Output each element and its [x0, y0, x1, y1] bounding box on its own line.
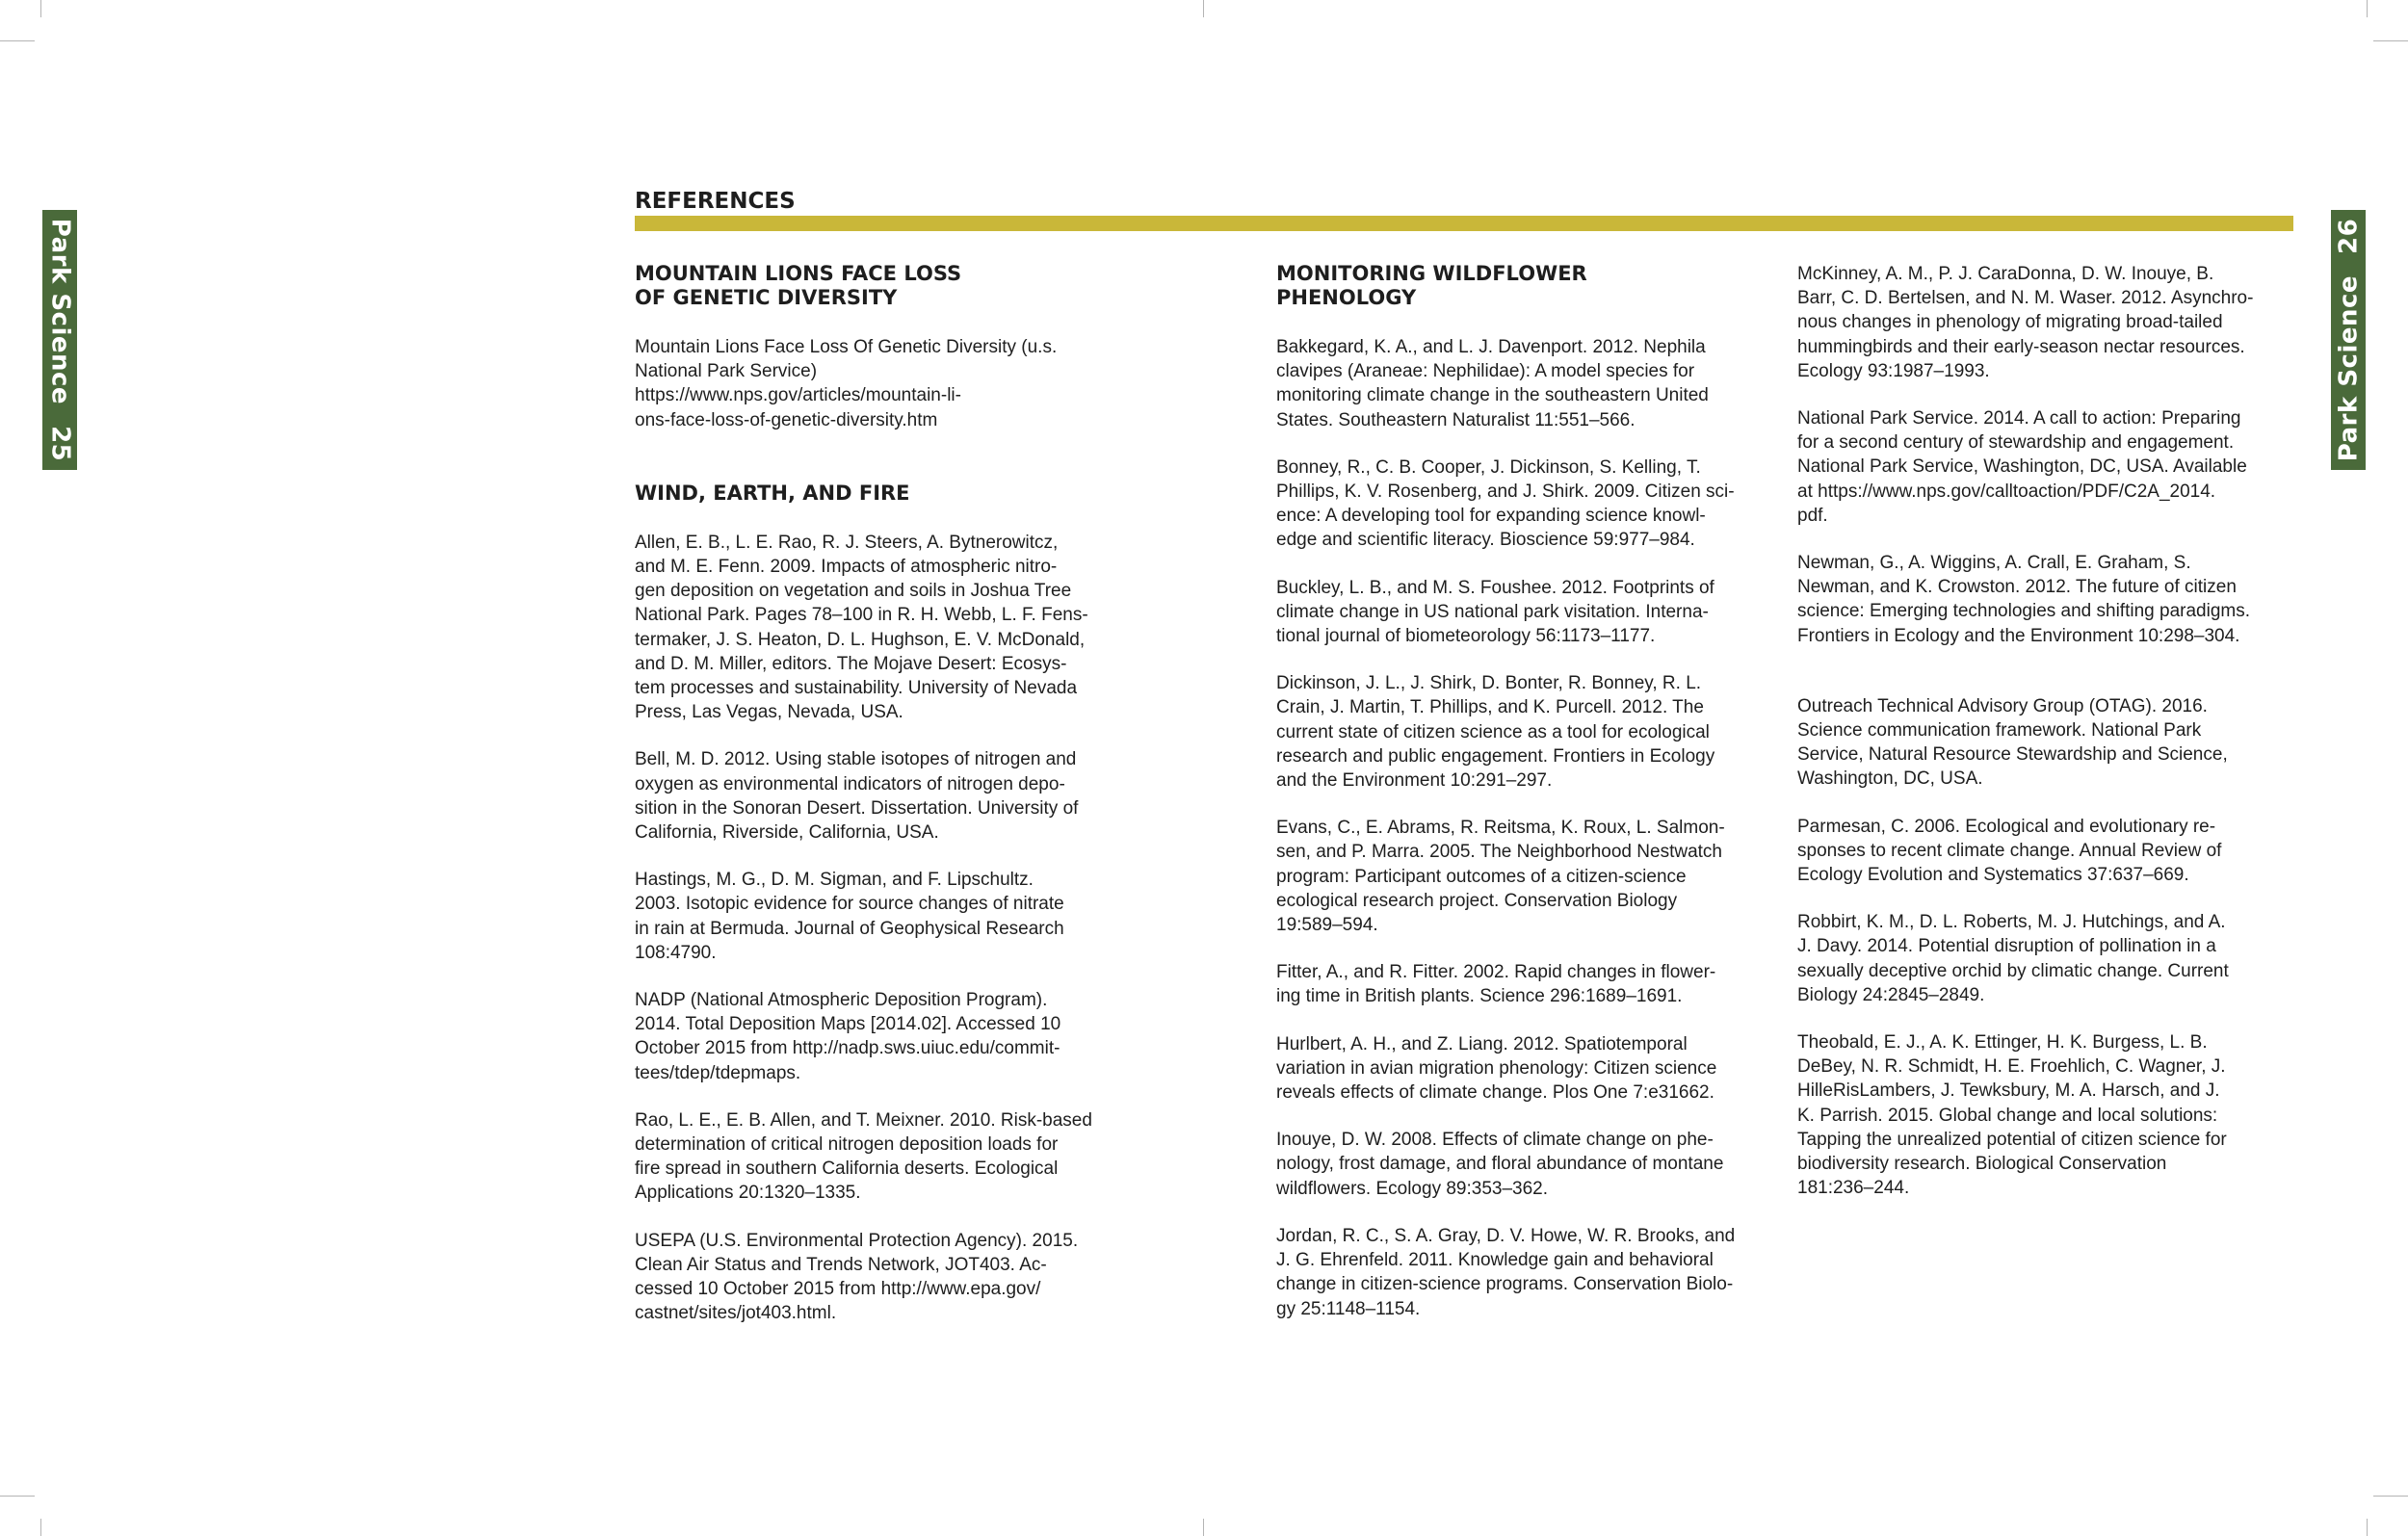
crop-mark [0, 40, 35, 41]
journal-name: Park Science [2334, 274, 2363, 462]
crop-mark [2367, 1519, 2368, 1536]
reference-entry: Parmesan, C. 2006. Ecological and evolutionary re- sponses to recent climate change. Annual Review of Ecology Evolution and Systematics 37:637–669. [1797, 816, 2222, 886]
reference-entry: Fitter, A., and R. Fitter. 2002. Rapid changes in flower- ing time in British plants. Science 296:1689–1691. [1276, 962, 1716, 1007]
crop-mark [1203, 0, 1204, 17]
reference-column-1 [635, 262, 1136, 1326]
reference-entry: Evans, C., E. Abrams, R. Reitsma, K. Roux, L. Salmon- sen, and P. Marra. 2005. The Neighborhood Nestwatch program: Participant outcomes of a citizen-science ecological research project. Conservation Biology 19:589–594. [1276, 818, 1725, 936]
reference-entry: Dickinson, J. L., J. Shirk, D. Bonter, R. Bonney, R. L. Crain, J. Martin, T. Phillips, and K. Purcell. 2012. The current state of citizen science as a tool for ecological research and public engagement. Frontiers in Ecology and the Environment 10:291–297. [1276, 673, 1715, 792]
spacer [635, 310, 1136, 335]
reference-entry: Rao, L. E., E. B. Allen, and T. Meixner. 2010. Risk-based determination of critical nitrogen deposition loads for fire spread in southern California deserts. Ecological Applications 20:1320–1335. [635, 1109, 1092, 1204]
reference-entry: Jordan, R. C., S. A. Gray, D. V. Howe, W. R. Brooks, and J. G. Ehrenfeld. 2011. Knowledge gain and behavioral change in citizen-science programs. Conservation Biolo- gy 25:1148–1154. [1276, 1225, 1736, 1319]
page-number: 25 [45, 426, 74, 462]
crop-mark [2373, 40, 2408, 41]
journal-name: Park Science [45, 218, 74, 405]
reference-entry: Outreach Technical Advisory Group (OTAG). 2016. Science communication framework. National Park Service, Natural Resource Stewardship and Science, Washington, DC, USA. [1797, 695, 2228, 790]
reference-entry: Hurlbert, A. H., and Z. Liang. 2012. Spatiotemporal variation in avian migration phenology: Citizen science reveals effects of climate change. Plos One 7:e31662. [1276, 1033, 1717, 1104]
reference-entry: Robbirt, K. M., D. L. Roberts, M. J. Hutchings, and A. J. Davy. 2014. Potential disruption of pollination in a sexually deceptive orchid by climatic change. Current Biology 24:2845–2849. [1797, 912, 2229, 1005]
reference-entry: McKinney, A. M., P. J. CaraDonna, D. W. Inouye, B. Barr, C. D. Bertelsen, and N. M. Waser. 2012. Asynchro- nous changes in phenology of migrating broad-tailed hummingbirds and their early-season nectar resources. Ecology 93:1987–1993. [1797, 264, 2254, 381]
section-title: WIND, EARTH, AND FIRE [635, 481, 910, 505]
reference-entry: Allen, E. B., L. E. Rao, R. J. Steers, A. Bytnerowitcz, and M. E. Fenn. 2009. Impacts of atmospheric nitro- gen deposition on vegetation and soils in Joshua Tree National Park. Pages 78–100 in R. H. Webb, L. F. Fens- termaker, J. S. Heaton, D. L. Hughson, E. V. McDonald, and D. M. Miller, editors. The Mojave Desert: Ecosys- tem processes and sustainability. University of Nevada Press, Las Vegas, Nevada, USA. [635, 532, 1088, 723]
right-page-tab [2331, 210, 2366, 470]
reference-entry: Bell, M. D. 2012. Using stable isotopes of nitrogen and oxygen as environmental indicators of nitrogen depo- sition in the Sonoran Desert. Dissertation. University of California, Riverside, California, USA. [635, 749, 1079, 844]
reference-entry: National Park Service. 2014. A call to action: Preparing for a second century of stewardship and engagement. National Park Service, Washington, DC, USA. Available at https://www.nps.gov/calltoaction/PDF/C2A_2014. pdf. [1797, 408, 2247, 526]
reference-entry: NADP (National Atmospheric Deposition Program). 2014. Total Deposition Maps [2014.02]. Accessed 10 October 2015 from http://nadp.sws.uiuc.edu/commit- tees/tdep/tdepmaps. [635, 990, 1061, 1083]
crop-mark [2367, 0, 2368, 17]
reference-entry: Bonney, R., C. B. Cooper, J. Dickinson, S. Kelling, T. Phillips, K. V. Rosenberg, and J. Shirk. 2009. Citizen sci- ence: A developing tool for expanding science knowl- edge and scientific literacy. Bioscience 59:977–984. [1276, 456, 1735, 551]
reference-entry: Newman, G., A. Wiggins, A. Crall, E. Graham, S. Newman, and K. Crowston. 2012. The future of citizen science: Emerging technologies and shifting paradigms. Frontiers in Ecology and the Environment 10:298–304. [1797, 553, 2250, 646]
reference-entry: Theobald, E. J., A. K. Ettinger, H. K. Burgess, L. B. DeBey, N. R. Schmidt, H. E. Froehlich, C. Wagner, J. HilleRisLambers, J. Tewksbury, M. A. Harsch, and J. K. Parrish. 2015. Global change and local solutions: Tapping the unrealized potential of citizen science for biodiversity research. Biological Conservation 181:236–244. [1797, 1032, 2227, 1199]
reference-entry: USEPA (U.S. Environmental Protection Agency). 2015. Clean Air Status and Trends Network, JOT403. Ac- cessed 10 October 2015 from http://www.epa.gov/ castnet/sites/jot403.html. [635, 1230, 1079, 1324]
spacer [635, 456, 1136, 482]
reference-entry: Hastings, M. G., D. M. Sigman, and F. Lipschultz. 2003. Isotopic evidence for source changes of nitrate in rain at Bermuda. Journal of Geophysical Research 108:4790. [635, 870, 1064, 963]
reference-entry: Buckley, L. B., and M. S. Foushee. 2012. Footprints of climate change in US national park visitation. Interna- tional journal of biometeorology 56:1173–1177. [1276, 577, 1714, 647]
spacer [635, 506, 1136, 531]
crop-mark [2373, 1496, 2408, 1497]
reference-entry: Inouye, D. W. 2008. Effects of climate change on phe- nology, frost damage, and floral abundance of montane wildflowers. Ecology 89:353–362. [1276, 1130, 1724, 1199]
reference-entry: Mountain Lions Face Loss Of Genetic Diversity (u.s. National Park Service) https://www.nps.gov/articles/mountain-li- ons-face-loss-of-genetic-diversity.htm [635, 337, 1058, 430]
spacer [1276, 310, 1777, 335]
reference-column-3 [1797, 262, 2298, 1201]
crop-mark [40, 1519, 41, 1536]
left-page-tab [42, 210, 77, 470]
reference-column-2 [1276, 262, 1777, 1321]
crop-mark [1203, 1519, 1204, 1536]
section-title: MONITORING WILDFLOWER PHENOLOGY [1276, 262, 1587, 309]
reference-entry: Bakkegard, K. A., and L. J. Davenport. 2012. Nephila clavipes (Araneae: Nephilidae): A model species for monitoring climate change in the southeastern United States. Southeastern Naturalist 11:551–566. [1276, 337, 1709, 430]
heading-rule [635, 216, 2293, 231]
section-title: MOUNTAIN LIONS FACE LOSS OF GENETIC DIVERSITY [635, 262, 962, 309]
page-number: 26 [2334, 218, 2363, 254]
crop-mark [0, 1496, 35, 1497]
crop-mark [40, 0, 41, 17]
page-heading: REFERENCES [635, 189, 796, 214]
